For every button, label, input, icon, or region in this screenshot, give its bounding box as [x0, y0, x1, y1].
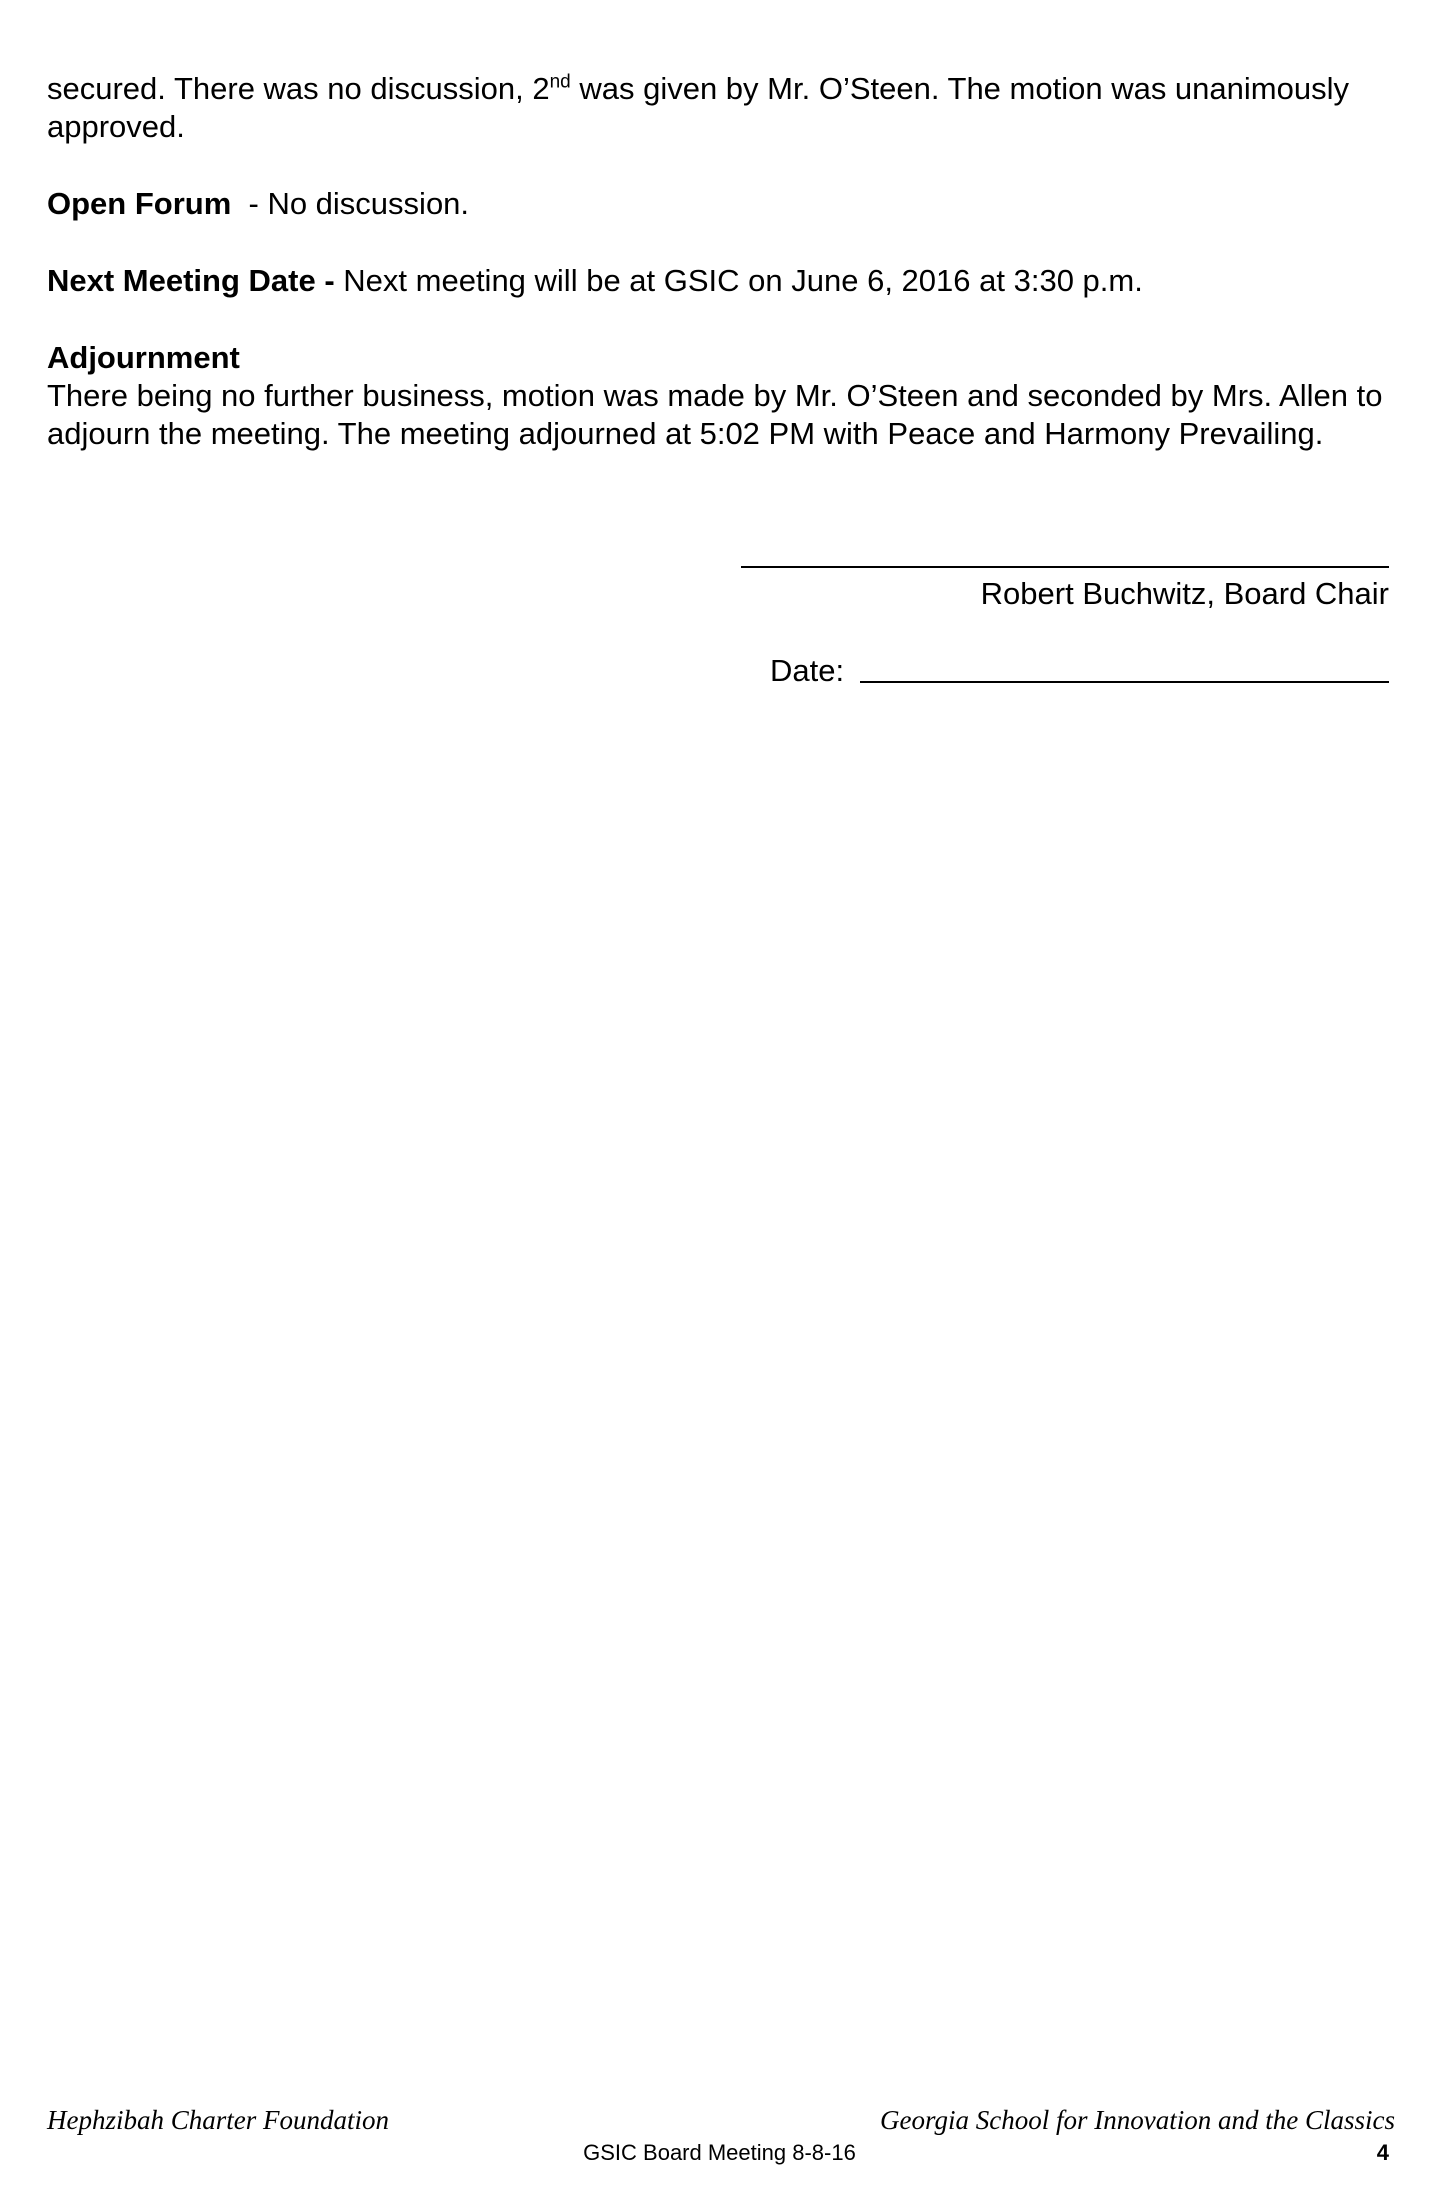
open-forum-paragraph: [47, 185, 1389, 223]
signatory-name: Robert Buchwitz, Board Chair: [980, 576, 1389, 611]
open-forum-heading: Open Forum: [47, 186, 232, 221]
date-line: [860, 653, 1389, 683]
ordinal-suffix: nd: [549, 71, 571, 93]
footer-school-name: Georgia School for Innovation and the Classics: [880, 2105, 1395, 2135]
adjournment-text: There being no further business, motion was made by Mr. O’Steen and seconded by Mrs. Allen to adjourn the meeting. The meeting adjourned at 5:02 PM with Peace and Harmony Prevailing.: [47, 378, 1383, 451]
adjournment-heading: Adjournment: [47, 340, 240, 375]
signature-line: [741, 566, 1389, 568]
date-label: Date:: [770, 653, 845, 688]
next-meeting-heading: Next Meeting Date -: [47, 263, 335, 298]
continuation-text-end: was given by Mr. O’Steen. The motion was unanimously approved.: [47, 71, 1349, 144]
next-meeting-text: Next meeting will be at GSIC on June 6, 2016 at 3:30 p.m.: [334, 263, 1143, 298]
next-meeting-paragraph: [47, 262, 1389, 300]
continuation-paragraph: [47, 70, 1389, 146]
footer-organization: Hephzibah Charter Foundation: [47, 2105, 389, 2135]
minutes-body: [47, 70, 1389, 453]
open-forum-text: - No discussion.: [231, 186, 470, 221]
page-number: 4: [1376, 2140, 1389, 2165]
date-field: [770, 652, 1389, 690]
footer-meeting-title: GSIC Board Meeting 8-8-16: [583, 2140, 856, 2165]
continuation-text-start: secured. There was no discussion, 2: [47, 71, 550, 106]
